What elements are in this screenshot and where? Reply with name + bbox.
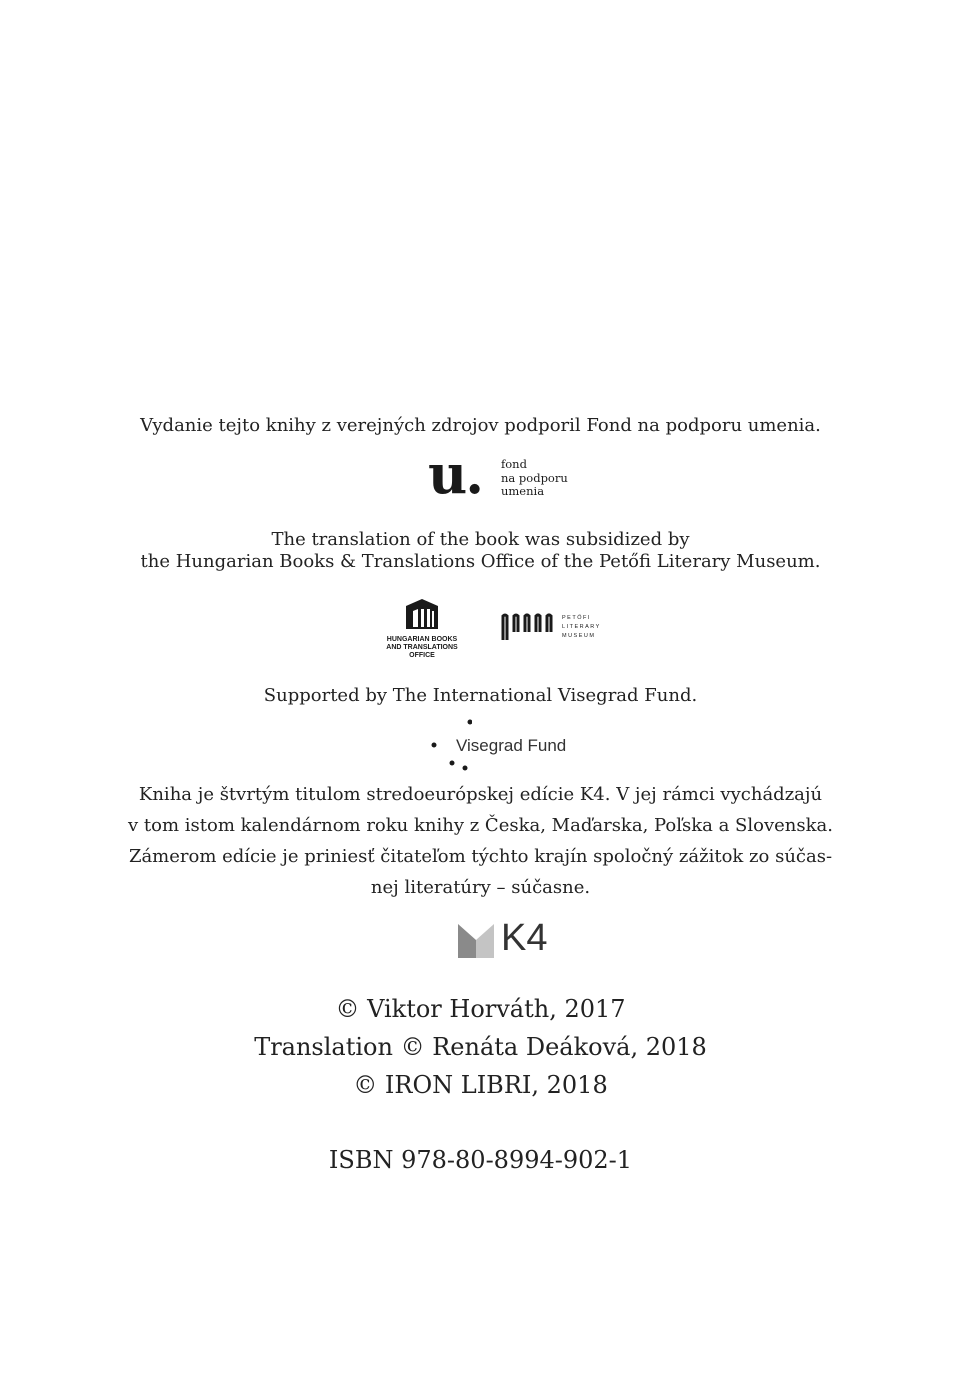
visegrad-logo-label: Visegrad Fund bbox=[456, 736, 567, 755]
edition-line-1: Kniha je štvrtým titulom stredoeurópskej edície K4. V jej rámci vychádzajú bbox=[138, 784, 823, 805]
k4-book-icon bbox=[458, 920, 496, 958]
k4-edition-logo bbox=[458, 917, 548, 960]
translation-support-text bbox=[0, 529, 961, 573]
copyright-publisher: © IRON LIBRI, 2018 bbox=[353, 1071, 608, 1099]
isbn: ISBN 978-80-8994-902-1 bbox=[328, 1146, 633, 1174]
copyright-author: © Viktor Horváth, 2017 bbox=[335, 995, 626, 1023]
k4-logo-label: K4 bbox=[501, 917, 548, 959]
translation-line-2: the Hungarian Books & Translations Office of the Petőfi Literary Museum. bbox=[140, 551, 821, 572]
petofi-pillars-icon bbox=[500, 612, 558, 642]
edition-line-4: nej literatúry – súčasne. bbox=[370, 877, 591, 898]
petofi-line-2: LITERARY bbox=[562, 624, 601, 630]
hbto-line-2: AND TRANSLATIONS bbox=[386, 644, 458, 651]
hungarian-books-office-logo bbox=[386, 598, 458, 660]
visegrad-support-text: Supported by The International Visegrad Fund. bbox=[263, 685, 698, 706]
fund-support-text: Vydanie tejto knihy z verejných zdrojov podporil Fond na podporu umenia. bbox=[140, 415, 821, 436]
fond-na-podporu-umenia-logo bbox=[428, 442, 588, 506]
copyright-translation: Translation © Renáta Deáková, 2018 bbox=[254, 1033, 707, 1061]
fond-logo-line-3: umenia bbox=[501, 484, 545, 498]
edition-line-3: Zámerom edície je priniesť čitateľom týchto krajín spoločný zážitok zo súčas- bbox=[128, 846, 833, 867]
translation-line-1: The translation of the book was subsidized by bbox=[271, 529, 690, 550]
hbto-line-3: OFFICE bbox=[409, 652, 435, 659]
fond-logo-line-2: na podporu bbox=[501, 470, 568, 485]
edition-line-2: v tom istom kalendárnom roku knihy z Česka, Maďarska, Poľska a Slovenska. bbox=[128, 815, 833, 836]
edition-paragraph bbox=[0, 779, 961, 903]
fond-logo-mark: u. bbox=[428, 442, 483, 506]
petofi-literary-museum-logo bbox=[500, 612, 610, 644]
fond-logo-line-1: fond bbox=[501, 457, 527, 471]
petofi-line-1: PETŐFI bbox=[562, 615, 591, 621]
petofi-line-3: MUSEUM bbox=[562, 633, 596, 639]
copyright-block bbox=[0, 990, 961, 1104]
book-house-icon bbox=[386, 598, 458, 630]
visegrad-fund-logo bbox=[428, 714, 588, 772]
hbto-line-1: HUNGARIAN BOOKS bbox=[386, 636, 458, 643]
